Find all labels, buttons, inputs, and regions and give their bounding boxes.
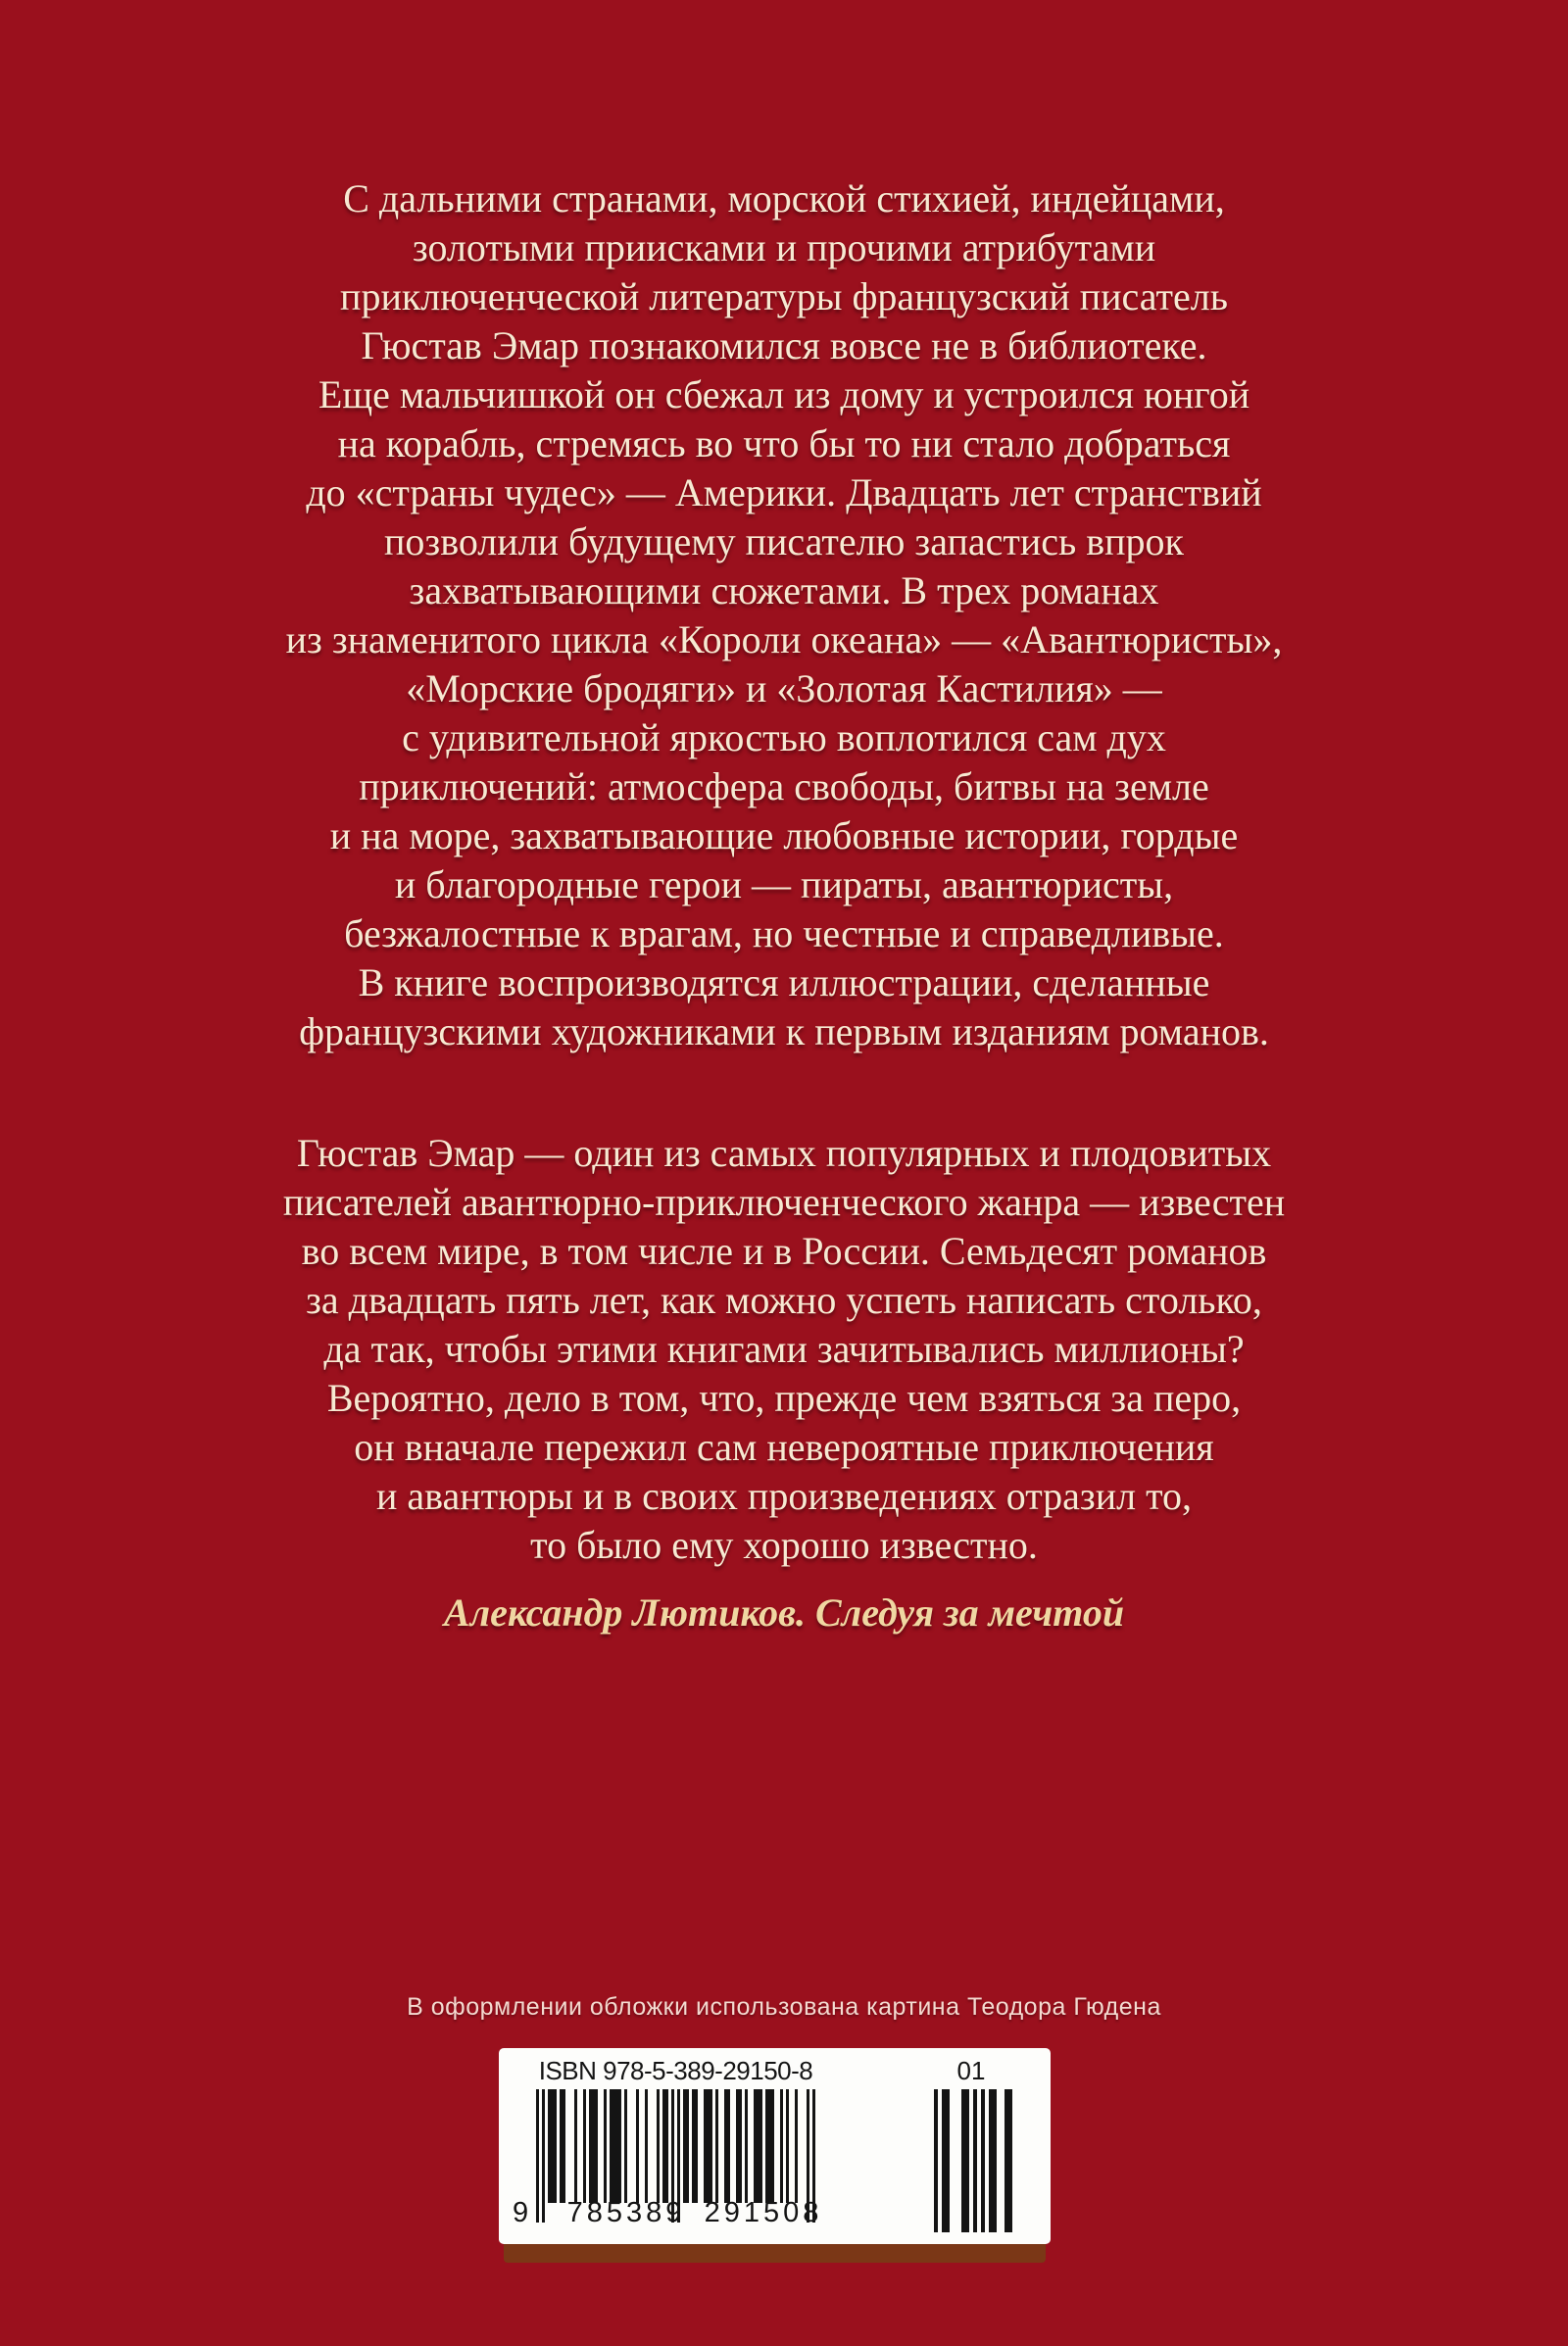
text-line: и благородные герои — пираты, авантюристы, bbox=[394, 862, 1174, 906]
author-note-paragraph bbox=[0, 1129, 1568, 1570]
text-line: до «страны чудес» — Америки. Двадцать лет странствий bbox=[306, 470, 1262, 514]
text-line: позволили будущему писателю запастись впрок bbox=[384, 519, 1184, 563]
ean2-addon-barcode bbox=[930, 2089, 1012, 2232]
barcode-module bbox=[1008, 2089, 1012, 2232]
cover-art-credit: В оформлении обложки использована картина Теодора Гюдена bbox=[407, 1993, 1161, 2021]
text-line: с удивительной яркостью воплотился сам дух bbox=[402, 715, 1166, 759]
quote-attribution: Александр Лютиков. Следуя за мечтой bbox=[443, 1590, 1125, 1635]
bottom-brown-strip bbox=[504, 2244, 1046, 2263]
text-line: приключений: атмосфера свободы, битвы на земле bbox=[359, 764, 1209, 808]
barcode-panel bbox=[499, 2048, 1051, 2244]
isbn-label: ISBN 978-5-389-29150-8 bbox=[538, 2056, 813, 2085]
text-line: он вначале пережил сам невероятные приключения bbox=[354, 1425, 1214, 1469]
text-line: и авантюры и в своих произведениях отразил то, bbox=[375, 1474, 1193, 1518]
barcode-digit-group: 785389 bbox=[566, 2197, 686, 2228]
text-line: на корабль, стремясь во что бы то ни стало добраться bbox=[337, 421, 1231, 465]
text-line: то было ему хорошо известно. bbox=[530, 1523, 1038, 1567]
text-line: из знаменитого цикла «Короли океана» — «Авантюристы», bbox=[285, 617, 1283, 661]
text-line: да так, чтобы этими книгами зачитывались миллионы? bbox=[323, 1327, 1245, 1371]
annotation-paragraph bbox=[0, 174, 1568, 1056]
text-line: Гюстав Эмар — один из самых популярных и плодовитых bbox=[296, 1131, 1272, 1175]
text-line: французскими художниками к первым изданиям романов. bbox=[299, 1009, 1269, 1053]
text-line: золотыми приисками и прочими атрибутами bbox=[412, 225, 1156, 269]
barcode-digit-group: 291508 bbox=[704, 2197, 823, 2228]
text-line: безжалостные к врагам, но честные и справедливые. bbox=[344, 911, 1224, 955]
text-line: за двадцать пять лет, как можно успеть написать столько, bbox=[306, 1278, 1262, 1322]
barcode-digit-group: 9 bbox=[513, 2197, 529, 2228]
text-line: Гюстав Эмар познакомился вовсе не в библиотеке. bbox=[361, 323, 1207, 367]
text-line: В книге воспроизводятся иллюстрации, сделанные bbox=[358, 960, 1210, 1004]
text-line: приключенческой литературы французский писатель bbox=[340, 274, 1228, 318]
text-line: Вероятно, дело в том, что, прежде чем взяться за перо, bbox=[326, 1376, 1242, 1420]
text-line: захватывающими сюжетами. В трех романах bbox=[409, 568, 1159, 612]
text-line: писателей авантюрно-приключенческого жанра — известен bbox=[282, 1180, 1286, 1224]
text-line: Еще мальчишкой он сбежал из дому и устроился юнгой bbox=[318, 372, 1250, 416]
barcode-digits bbox=[513, 2197, 823, 2232]
barcode-addon-label: 01 bbox=[956, 2056, 986, 2085]
text-line: «Морские бродяги» и «Золотая Кастилия» — bbox=[406, 666, 1162, 710]
text-line: С дальними странами, морской стихией, индейцами, bbox=[343, 176, 1225, 220]
text-line: и на море, захватывающие любовные истории, гордые bbox=[329, 813, 1239, 857]
text-line: во всем мире, в том числе и в России. Семьдесят романов bbox=[301, 1229, 1267, 1273]
